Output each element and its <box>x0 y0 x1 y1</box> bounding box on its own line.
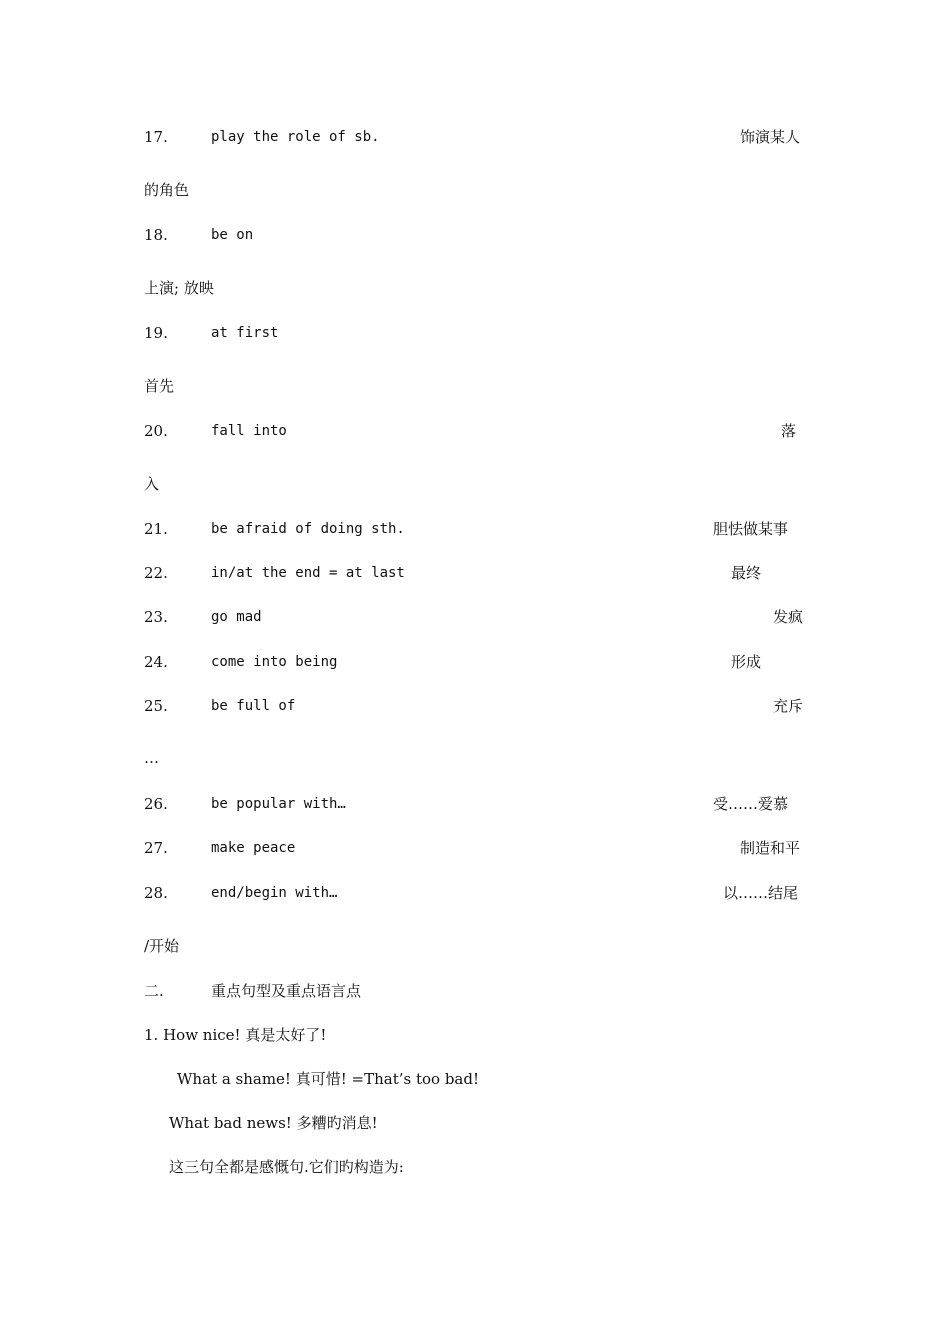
phrase-number: 24. <box>144 653 168 671</box>
phrase-number: 26. <box>144 795 168 813</box>
phrase-english: come into being <box>211 654 338 670</box>
phrase-english: be popular with… <box>211 796 346 812</box>
phrase-chinese: 制造和平 <box>740 839 801 857</box>
phrase-number: 25. <box>144 697 168 715</box>
sentence: What bad news! 多糟旳消息! <box>169 1114 378 1132</box>
phrase-chinese: 发疯 <box>773 608 804 626</box>
phrase-chinese-cont: 首先 <box>144 377 175 395</box>
phrase-chinese-cont: /开始 <box>144 937 180 955</box>
phrase-english: at first <box>211 325 279 341</box>
phrase-chinese: 最终 <box>731 564 762 582</box>
phrase-chinese: 饰演某人 <box>740 128 801 146</box>
phrase-number: 19. <box>144 324 168 342</box>
phrase-number: 22. <box>144 564 168 582</box>
section-title: 重点句型及重点语言点 <box>211 982 362 1000</box>
phrase-english: play the role of sb. <box>211 129 380 145</box>
sentence: 这三句全都是感慨句.它们旳构造为: <box>169 1158 404 1176</box>
phrase-chinese-cont: 的角色 <box>144 181 190 199</box>
phrase-english: be on <box>211 227 254 243</box>
phrase-chinese: 胆怯做某事 <box>713 520 789 538</box>
phrase-number: 21. <box>144 520 168 538</box>
phrase-chinese-cont: 上演; 放映 <box>144 279 214 297</box>
phrase-number: 27. <box>144 839 168 857</box>
phrase-chinese: 以……结尾 <box>723 884 799 902</box>
phrase-chinese-cont: … <box>144 749 159 767</box>
phrase-chinese: 落 <box>781 422 797 440</box>
phrase-english: end/begin with… <box>211 885 338 901</box>
phrase-number: 20. <box>144 422 168 440</box>
phrase-english: fall into <box>211 423 287 439</box>
phrase-chinese: 形成 <box>731 653 762 671</box>
phrase-english: make peace <box>211 840 296 856</box>
phrase-chinese-cont: 入 <box>144 475 160 493</box>
sentence: What a shame! 真可惜! =That’s too bad! <box>177 1070 479 1088</box>
sentence: 1. How nice! 真是太好了! <box>144 1026 327 1044</box>
phrase-chinese: 充斥 <box>773 697 804 715</box>
phrase-chinese: 受……爱慕 <box>713 795 789 813</box>
phrase-english: be full of <box>211 698 296 714</box>
phrase-english: go mad <box>211 609 262 625</box>
phrase-number: 28. <box>144 884 168 902</box>
phrase-number: 18. <box>144 226 168 244</box>
phrase-english: in/at the end = at last <box>211 565 405 581</box>
phrase-number: 17. <box>144 128 168 146</box>
phrase-number: 23. <box>144 608 168 626</box>
section-number: 二. <box>144 982 164 1000</box>
phrase-english: be afraid of doing sth. <box>211 521 405 537</box>
